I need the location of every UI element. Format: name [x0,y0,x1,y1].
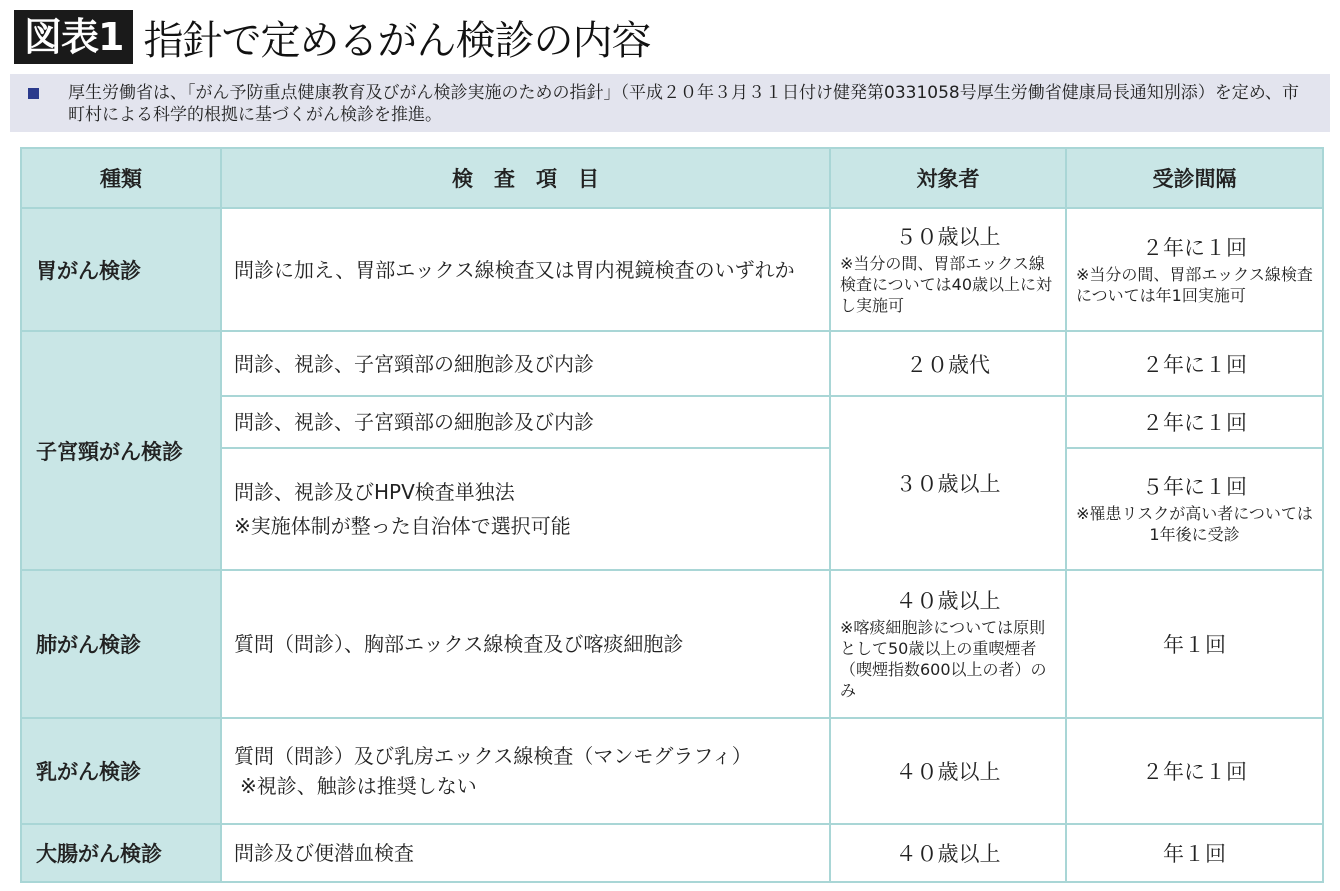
figure-title-row [14,8,650,66]
item-lung: 質問（問診）、胸部エックス線検査及び喀痰細胞診 [221,570,830,718]
figure-title: 指針で定めるがん検診の内容 [143,17,651,64]
note-text: 厚生労働省は、「がん予防重点健康教育及びがん検診実施のための指針」（平成２０年３月３１日付け健発第0331058号厚生労働省健康局長通知別添）を定め、市町村による科学的根拠に基づくがん検診を推進。 [68,83,1300,125]
target-cervical-1: ２０歳代 [830,331,1066,396]
target-colorectal: ４０歳以上 [830,824,1066,882]
interval-breast: ２年に１回 [1066,718,1323,824]
interval-cervical-2: ２年に１回 [1066,396,1323,448]
square-bullet-icon [28,88,39,99]
table-row-colorectal [21,824,1323,882]
type-cervical: 子宮頸がん検診 [21,331,221,570]
header-interval: 受診間隔 [1066,148,1323,208]
target-lung-main: ４０歳以上 [895,589,1001,613]
table-row-stomach [21,208,1323,331]
item-stomach: 問診に加え、胃部エックス線検査又は胃内視鏡検査のいずれか [221,208,830,331]
header-type: 種類 [21,148,221,208]
target-stomach [830,208,1066,331]
interval-lung: 年１回 [1066,570,1323,718]
interval-stomach [1066,208,1323,331]
header-item: 検 査 項 目 [221,148,830,208]
item-cervical-2: 問診、視診、子宮頸部の細胞診及び内診 [221,396,830,448]
interval-cervical-3 [1066,448,1323,570]
target-stomach-main: ５０歳以上 [895,225,1001,249]
item-breast [221,718,830,824]
note-box [10,74,1330,132]
target-cervical-2-3: ３０歳以上 [830,396,1066,570]
table-header-row [21,148,1323,208]
figure-badge: 図表1 [14,10,133,64]
item-cervical-3 [221,448,830,570]
table-row-lung [21,570,1323,718]
table-row-breast [21,718,1323,824]
item-cervical-3-main: 問診、視診及びHPV検査単独法 [234,480,515,504]
screening-table [20,147,1324,883]
type-colorectal: 大腸がん検診 [21,824,221,882]
target-lung [830,570,1066,718]
item-cervical-3-note: ※実施体制が整った自治体で選択可能 [234,514,571,538]
interval-stomach-main: ２年に１回 [1142,235,1247,260]
target-stomach-note: ※当分の間、胃部エックス線検査については40歳以上に対し実施可 [840,254,1053,315]
type-lung: 肺がん検診 [21,570,221,718]
table-row-cervical-1 [21,331,1323,396]
item-colorectal: 問診及び便潜血検査 [221,824,830,882]
target-breast: ４０歳以上 [830,718,1066,824]
interval-cervical-1: ２年に１回 [1066,331,1323,396]
type-stomach: 胃がん検診 [21,208,221,331]
target-lung-note: ※喀痰細胞診については原則として50歳以上の重喫煙者（喫煙指数600以上の者）のみ [840,618,1047,700]
item-breast-main: 質問（問診）及び乳房エックス線検査（マンモグラフィ） [234,744,752,768]
header-target: 対象者 [830,148,1066,208]
interval-cervical-3-main: ５年に１回 [1142,475,1247,499]
interval-cervical-3-note: ※罹患リスクが高い者については1年後に受診 [1076,504,1313,544]
item-cervical-1: 問診、視診、子宮頸部の細胞診及び内診 [221,331,830,396]
interval-stomach-note: ※当分の間、胃部エックス線検査については年1回実施可 [1076,264,1313,305]
item-breast-note: ※視診、触診は推奨しない [240,774,477,798]
interval-colorectal: 年１回 [1066,824,1323,882]
type-breast: 乳がん検診 [21,718,221,824]
